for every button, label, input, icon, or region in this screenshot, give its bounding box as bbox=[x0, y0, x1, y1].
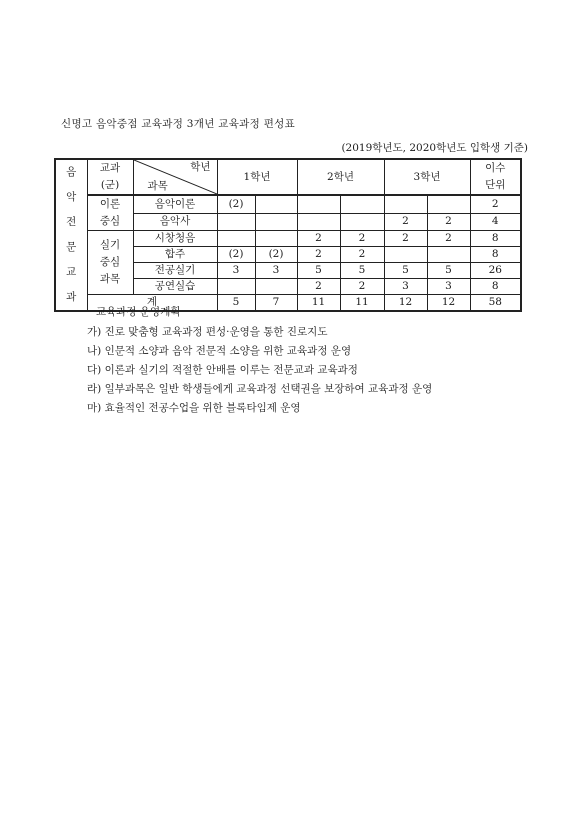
credits-cell: 4 bbox=[470, 213, 521, 230]
subject-cell: 전공실기 bbox=[133, 263, 217, 279]
total-label: 계 bbox=[87, 295, 217, 312]
practice-group-label: 실기 중심 과목 bbox=[99, 239, 121, 285]
value-cell bbox=[217, 231, 255, 247]
value-cell: 2 bbox=[340, 231, 384, 247]
value-cell: 3 bbox=[427, 279, 470, 295]
plan-item: 나) 인문적 소양과 음악 전문적 소양을 위한 교육과정 운영 bbox=[87, 345, 352, 357]
total-cell: 12 bbox=[384, 295, 427, 312]
value-cell: 2 bbox=[297, 247, 340, 263]
value-cell: 2 bbox=[427, 213, 470, 230]
plan-list bbox=[87, 324, 432, 419]
document-subtitle: (2019학년도, 2020학년도 입학생 기준) bbox=[341, 142, 528, 154]
value-cell: 5 bbox=[297, 263, 340, 279]
credits-header-bottom: 단위 bbox=[485, 179, 506, 191]
curriculum-table bbox=[54, 158, 522, 312]
document-title: 신명고 음악중점 교육과정 3개년 교육과정 편성표 bbox=[61, 118, 296, 130]
grade2-header: 2학년 bbox=[297, 159, 384, 195]
value-cell bbox=[255, 213, 297, 230]
plan-heading: 교육과정 운영계획 bbox=[96, 306, 181, 318]
value-cell bbox=[384, 247, 427, 263]
value-cell bbox=[255, 279, 297, 295]
value-cell: 3 bbox=[217, 263, 255, 279]
credits-header bbox=[470, 159, 521, 195]
total-cell: 5 bbox=[217, 295, 255, 312]
total-cell: 7 bbox=[255, 295, 297, 312]
total-cell: 11 bbox=[340, 295, 384, 312]
subject-cell: 공연실습 bbox=[133, 279, 217, 295]
value-cell bbox=[297, 195, 340, 213]
plan-item: 가) 진로 맞춤형 교육과정 편성·운영을 통한 진로지도 bbox=[87, 326, 328, 338]
credits-cell: 8 bbox=[470, 231, 521, 247]
total-credits: 58 bbox=[470, 295, 521, 312]
area-header bbox=[87, 159, 133, 195]
diagonal-header bbox=[133, 159, 217, 195]
value-cell: 3 bbox=[384, 279, 427, 295]
value-cell: 2 bbox=[384, 231, 427, 247]
value-cell: (2) bbox=[217, 247, 255, 263]
value-cell: 2 bbox=[340, 247, 384, 263]
value-cell bbox=[384, 195, 427, 213]
plan-item: 라) 일부과목은 일반 학생들에게 교육과정 선택권을 보장하여 교육과정 운영 bbox=[87, 383, 433, 395]
credits-cell: 8 bbox=[470, 279, 521, 295]
value-cell bbox=[340, 213, 384, 230]
diagonal-header-subject: 과목 bbox=[147, 180, 168, 192]
value-cell: 5 bbox=[340, 263, 384, 279]
credits-cell: 26 bbox=[470, 263, 521, 279]
plan-item: 마) 효율적인 전공수업을 위한 블록타임제 운영 bbox=[87, 402, 301, 414]
area-header-bottom: (군) bbox=[100, 179, 120, 191]
practice-group-cell bbox=[87, 231, 133, 295]
value-cell bbox=[427, 195, 470, 213]
value-cell bbox=[255, 195, 297, 213]
area-header-top: 교과 bbox=[99, 162, 121, 174]
value-cell: 2 bbox=[340, 279, 384, 295]
value-cell: 3 bbox=[255, 263, 297, 279]
category-cell bbox=[55, 159, 87, 311]
grade1-header: 1학년 bbox=[217, 159, 297, 195]
value-cell: 2 bbox=[384, 213, 427, 230]
value-cell: 2 bbox=[297, 231, 340, 247]
subject-cell: 음악사 bbox=[133, 213, 217, 230]
subject-cell: 합주 bbox=[133, 247, 217, 263]
value-cell: (2) bbox=[217, 195, 255, 213]
table-row bbox=[55, 195, 521, 213]
table-row bbox=[55, 231, 521, 247]
theory-group-cell bbox=[87, 195, 133, 231]
value-cell bbox=[217, 279, 255, 295]
value-cell: 2 bbox=[427, 231, 470, 247]
category-label: 음 악 전 문 교 과 bbox=[66, 166, 77, 303]
value-cell: 2 bbox=[297, 279, 340, 295]
total-cell: 11 bbox=[297, 295, 340, 312]
credits-cell: 8 bbox=[470, 247, 521, 263]
credits-header-top: 이수 bbox=[485, 162, 506, 174]
plan-item: 다) 이론과 실기의 적절한 안배를 이루는 전문교과 교육과정 bbox=[87, 364, 358, 376]
subject-cell: 음악이론 bbox=[133, 195, 217, 213]
theory-group-label: 이론 중심 bbox=[99, 198, 121, 227]
value-cell bbox=[297, 213, 340, 230]
grade3-header: 3학년 bbox=[384, 159, 470, 195]
diagonal-header-grade: 학년 bbox=[190, 161, 211, 173]
value-cell bbox=[217, 213, 255, 230]
value-cell bbox=[427, 247, 470, 263]
value-cell: (2) bbox=[255, 247, 297, 263]
subject-cell: 시창청음 bbox=[133, 231, 217, 247]
value-cell: 5 bbox=[384, 263, 427, 279]
value-cell bbox=[255, 231, 297, 247]
value-cell bbox=[340, 195, 384, 213]
total-cell: 12 bbox=[427, 295, 470, 312]
credits-cell: 2 bbox=[470, 195, 521, 213]
value-cell: 5 bbox=[427, 263, 470, 279]
